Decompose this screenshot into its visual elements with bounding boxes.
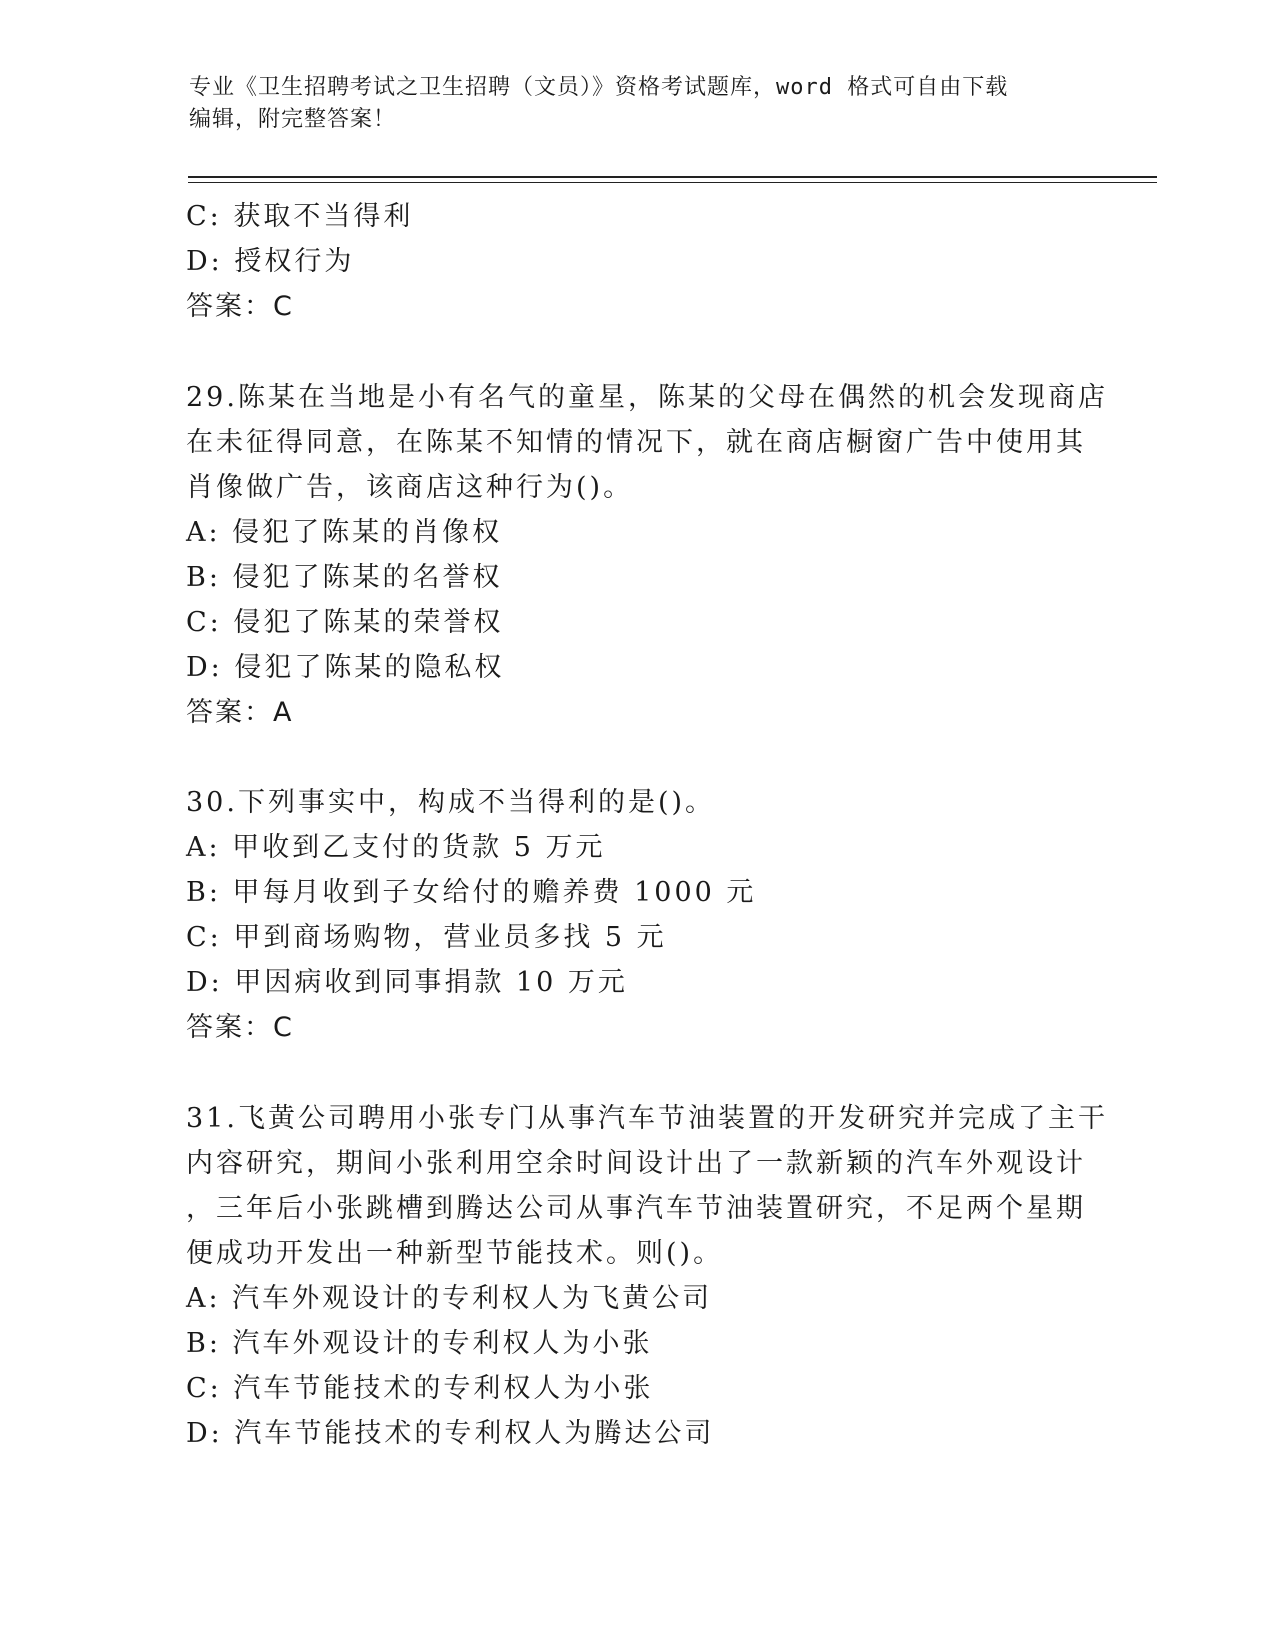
q30-option-a: A: 甲收到乙支付的货款 5 万元 — [186, 832, 606, 863]
q31-stem-line-4: 便成功开发出一种新型节能技术。则()。 — [186, 1238, 724, 1269]
q31-option-c: C: 汽车节能技术的专利权人为小张 — [186, 1373, 654, 1404]
q28-option-c: C: 获取不当得利 — [186, 201, 414, 232]
q31-option-a: A: 汽车外观设计的专利权人为飞黄公司 — [186, 1283, 713, 1314]
header-rule-thin — [188, 182, 1157, 183]
q30-option-d: D: 甲因病收到同事捐款 10 万元 — [186, 967, 628, 998]
q28-answer: 答案：C — [186, 291, 294, 322]
header-rule-thick — [188, 176, 1157, 178]
q31-option-d: D: 汽车节能技术的专利权人为腾达公司 — [186, 1418, 715, 1449]
q30-option-b: B: 甲每月收到子女给付的赡养费 1000 元 — [186, 877, 757, 908]
q29-option-c: C: 侵犯了陈某的荣誉权 — [186, 607, 504, 638]
page-header — [189, 72, 1089, 136]
q29-stem-line-1: 29.陈某在当地是小有名气的童星，陈某的父母在偶然的机会发现商店 — [186, 382, 1108, 413]
q30-option-c: C: 甲到商场购物，营业员多找 5 元 — [186, 922, 667, 953]
header-line-1: 专业《卫生招聘考试之卫生招聘（文员）》资格考试题库，word 格式可自由下载 — [189, 75, 1009, 100]
q29-stem-line-3: 肖像做广告，该商店这种行为()。 — [186, 472, 634, 503]
q31-stem-line-1: 31.飞黄公司聘用小张专门从事汽车节油装置的开发研究并完成了主干 — [186, 1103, 1108, 1134]
q30-stem-line-1: 30.下列事实中，构成不当得利的是()。 — [186, 787, 716, 818]
q31-stem-line-2: 内容研究，期间小张利用空余时间设计出了一款新颖的汽车外观设计 — [186, 1148, 1086, 1179]
q28-option-d: D: 授权行为 — [186, 246, 355, 277]
q30-answer: 答案：C — [186, 1012, 294, 1043]
q29-option-b: B: 侵犯了陈某的名誉权 — [186, 562, 503, 593]
q31-stem-line-3: ，三年后小张跳槽到腾达公司从事汽车节油装置研究，不足两个星期 — [186, 1193, 1086, 1224]
q29-option-a: A: 侵犯了陈某的肖像权 — [186, 517, 503, 548]
q29-option-d: D: 侵犯了陈某的隐私权 — [186, 652, 505, 683]
q31-option-b: B: 汽车外观设计的专利权人为小张 — [186, 1328, 653, 1359]
header-line-2: 编辑，附完整答案！ — [189, 107, 397, 132]
q29-answer: 答案：A — [186, 697, 294, 728]
q29-stem-line-2: 在未征得同意，在陈某不知情的情况下，就在商店橱窗广告中使用其 — [186, 427, 1086, 458]
